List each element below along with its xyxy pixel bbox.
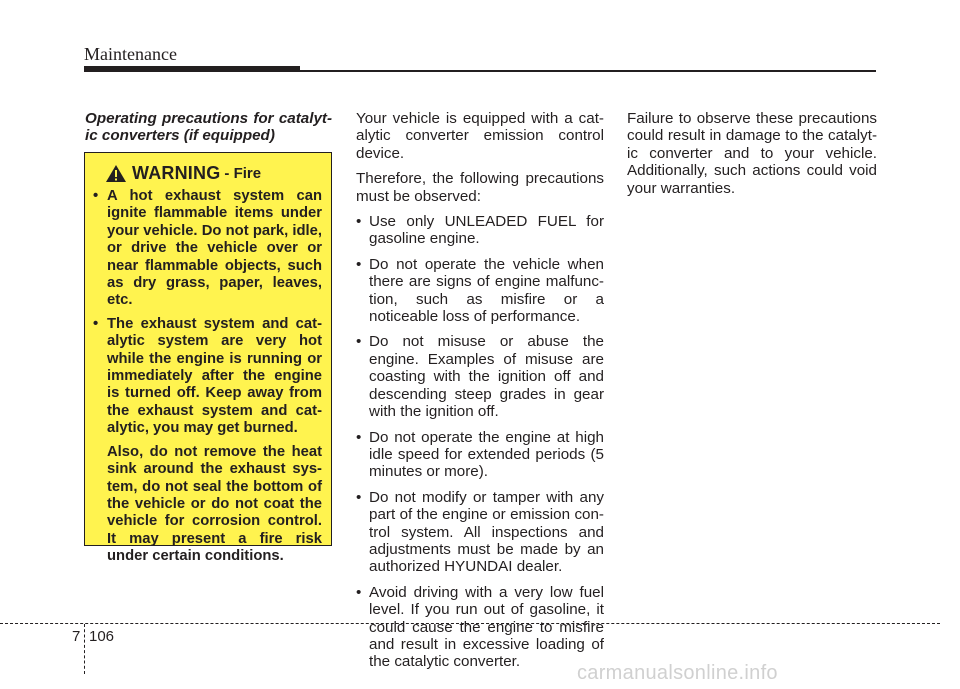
lead-paragraph: Therefore, the following precautions must be observed: (356, 170, 604, 205)
warning-box (84, 152, 332, 565)
watermark: carmanualsonline.info (577, 662, 778, 684)
warning-header (105, 163, 322, 184)
bullet-icon: • (356, 333, 362, 351)
warning-word: WARNING (132, 163, 221, 183)
list-item-text: Do not operate the vehicle when there are signs of engine malfunc-tion, such as misfire or a noticeable loss of performance. (369, 255, 604, 326)
left-column (85, 110, 332, 145)
list-item (356, 489, 604, 576)
bullet-icon: • (356, 428, 362, 446)
bullet-icon: • (356, 583, 362, 601)
warning-subtitle: - Fire (224, 165, 262, 182)
page-header-title: Maintenance (84, 44, 177, 64)
warning-item (93, 316, 322, 438)
page-number: 106 (89, 628, 115, 645)
header-rule-thin (300, 70, 876, 72)
warning-item-text: A hot exhaust system can ignite flammable items under your vehicle. Do not park, idle, or drive the vehicle over or near flammable objects, such as dry grass, paper, leaves, etc. (107, 188, 322, 309)
chapter-number: 7 (72, 628, 81, 645)
footer-divider (84, 624, 85, 674)
bullet-icon: • (93, 188, 99, 204)
middle-column (356, 110, 604, 679)
list-item-text: Avoid driving with a very low fuel level. If you run out of gasoline, it could cause the engine to misfire and result in excessive loading of the catalytic converter. (369, 583, 604, 671)
section-heading: Operating precautions for catalyt-ic converters (if equipped) (85, 110, 332, 145)
closing-paragraph: Failure to observe these precautions could result in damage to the catalyt-ic converter and to your vehicle. Additionally, such actions could void your warranties. (627, 110, 877, 197)
warning-triangle-icon (105, 164, 127, 183)
list-item (356, 213, 604, 248)
footer-rule (0, 623, 940, 624)
list-item (356, 256, 604, 326)
warning-continuation: Also, do not remove the heat sink around the exhaust sys-tem, do not seal the bottom of the vehicle or do not coat the vehicle for corrosion control. It may present a fire risk under certain conditions. (107, 443, 322, 565)
right-column (627, 110, 877, 205)
warning-item (93, 188, 322, 310)
list-item-text: Do not misuse or abuse the engine. Examples of misuse are coasting with the ignition off and descending steep grades in gear with the ignition off. (369, 333, 604, 421)
bullet-icon: • (356, 213, 362, 231)
intro-paragraph: Your vehicle is equipped with a cat-alytic converter emission control device. (356, 110, 604, 162)
list-item (356, 584, 604, 671)
list-item-text: Use only UNLEADED FUEL for gasoline engine. (369, 213, 604, 248)
bullet-icon: • (93, 315, 99, 332)
list-item (356, 429, 604, 481)
list-item-text: Do not operate the engine at high idle speed for extended periods (5 minutes or more). (369, 428, 604, 481)
header-rule-thick (84, 66, 300, 72)
list-item-text: Do not modify or tamper with any part of the engine or emission con-trol system. All inspections and adjustments must be made by an authorized HYUNDAI dealer. (369, 488, 604, 576)
list-item (356, 333, 604, 420)
bullet-icon: • (356, 255, 362, 273)
warning-item-text: The exhaust system and cat-alytic system are very hot while the engine is running or immediately after the engine is turned off. Keep away from the exhaust system and cat-alytic, you may get burned. (107, 315, 322, 437)
bullet-icon: • (356, 488, 362, 506)
